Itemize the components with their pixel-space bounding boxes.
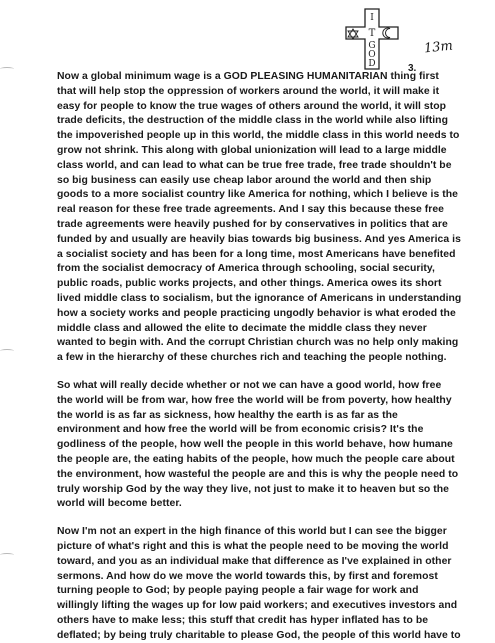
cross-emblem-icon bbox=[338, 5, 406, 73]
text-line: so big business can easily use cheap labor around the world and then ship bbox=[57, 174, 432, 186]
text-line: toward, and you as an individual make that difference as I've explained in other bbox=[57, 555, 452, 567]
text-line: picture of what's right and this is what the people need to be moving the world bbox=[57, 540, 449, 552]
text-line: the impoverished people up in this world, the middle class in this world needs to bbox=[57, 130, 460, 142]
text-line: real reason for these free trade agreements. And I say this because these free bbox=[57, 204, 444, 216]
handwritten-page-mark: 13m bbox=[423, 38, 454, 57]
svg-text:I: I bbox=[370, 13, 374, 23]
text-line: the world will be from war, how free the world will be from poverty, how healthy bbox=[57, 394, 452, 406]
text-line: from the socialist democracy of America through schooling, social security, bbox=[57, 263, 435, 275]
text-line: Now a global minimum wage is a GOD PLEASING HUMANITARIAN thing first bbox=[57, 71, 439, 82]
text-line: easy for people to know the true wages of others around the world, it will stop bbox=[57, 100, 447, 112]
text-line: world will become better. bbox=[57, 498, 182, 510]
text-line: turning people to God; by people paying people a fair wage for work and bbox=[57, 585, 419, 597]
svg-text:O: O bbox=[368, 50, 376, 60]
svg-text:D: D bbox=[368, 59, 376, 69]
text-line: the people are, the eating habits of the people, how much the people care about bbox=[57, 453, 455, 465]
text-line: class world, and can lead to what can be true free trade, free trade shouldn't be bbox=[57, 159, 452, 171]
text-line: willingly lifting the wages up for low paid workers; and executives investors and bbox=[57, 600, 458, 612]
text-line: trade deficits, the destruction of the middle class in the world while also lifting bbox=[57, 115, 448, 127]
text-line: a socialist society and has been for a long time, most Americans have benefited bbox=[57, 248, 456, 260]
paragraph bbox=[57, 525, 495, 643]
text-line: trade agreements were heavily pushed for by conservatives in politics that are bbox=[57, 218, 448, 230]
binder-hole-mark bbox=[0, 349, 14, 353]
svg-text:G: G bbox=[368, 41, 376, 51]
text-line: sermons. And how do we move the world towards this, by first and foremost bbox=[57, 570, 438, 582]
text-line: funded by and usually are heavily bias towards big business. And yes America is bbox=[57, 233, 461, 245]
text-line: wanted to begin with. And the corrupt Christian church was no help only making bbox=[57, 337, 459, 349]
text-line: Now I'm not an expert in the high finance of this world but I can see the bigger bbox=[57, 526, 447, 538]
text-line: others have to make less; this stuff that credit has hyper inflated has to be bbox=[57, 614, 429, 626]
text-line: middle class and allowed the elite to decimate the middle class they never bbox=[57, 322, 427, 334]
text-line: deflated; by being truly charitable to please God, the people of this world have to bbox=[57, 629, 461, 641]
sermon-body bbox=[57, 70, 495, 643]
text-line: environment and how free the world will be from economic crisis? It's the bbox=[57, 424, 424, 436]
text-line: that will help stop the oppression of workers around the world, it will make it bbox=[57, 85, 440, 97]
text-line: the environment, how wasteful the people are and this is why the people need to bbox=[57, 468, 459, 480]
text-line: truly worship God by the way they live, not just to make it to heaven but so the bbox=[57, 483, 449, 495]
text-line: the world is as far as sickness, how healthy the earth is as far as the bbox=[57, 409, 398, 421]
page-number: 3. bbox=[408, 63, 417, 74]
paragraph bbox=[57, 70, 495, 366]
text-line: grow not shrink. This along with global unionization will lead to a large middle bbox=[57, 144, 447, 156]
text-line: a few in the hierarchy of these churches rich and teaching the people nothing. bbox=[57, 352, 447, 364]
text-line: lived middle class to socialism, but the ignorance of Americans in understanding bbox=[57, 292, 462, 304]
text-line: godliness of the people, how well the people in this world behave, how humane bbox=[57, 439, 453, 451]
paragraph bbox=[57, 379, 495, 512]
binder-hole-mark bbox=[0, 67, 14, 71]
text-line: goods to a more socialist country like America for nothing, which I believe is the bbox=[57, 189, 458, 201]
svg-text:T: T bbox=[368, 28, 376, 39]
text-line: how a society works and people practicing ungodly behavior is what eroded the bbox=[57, 307, 456, 319]
text-line: public roads, public works projects, and other things. America owes its short bbox=[57, 278, 442, 290]
binder-hole-mark bbox=[0, 553, 14, 557]
text-line: So what will really decide whether or not we can have a good world, how free bbox=[57, 379, 442, 391]
